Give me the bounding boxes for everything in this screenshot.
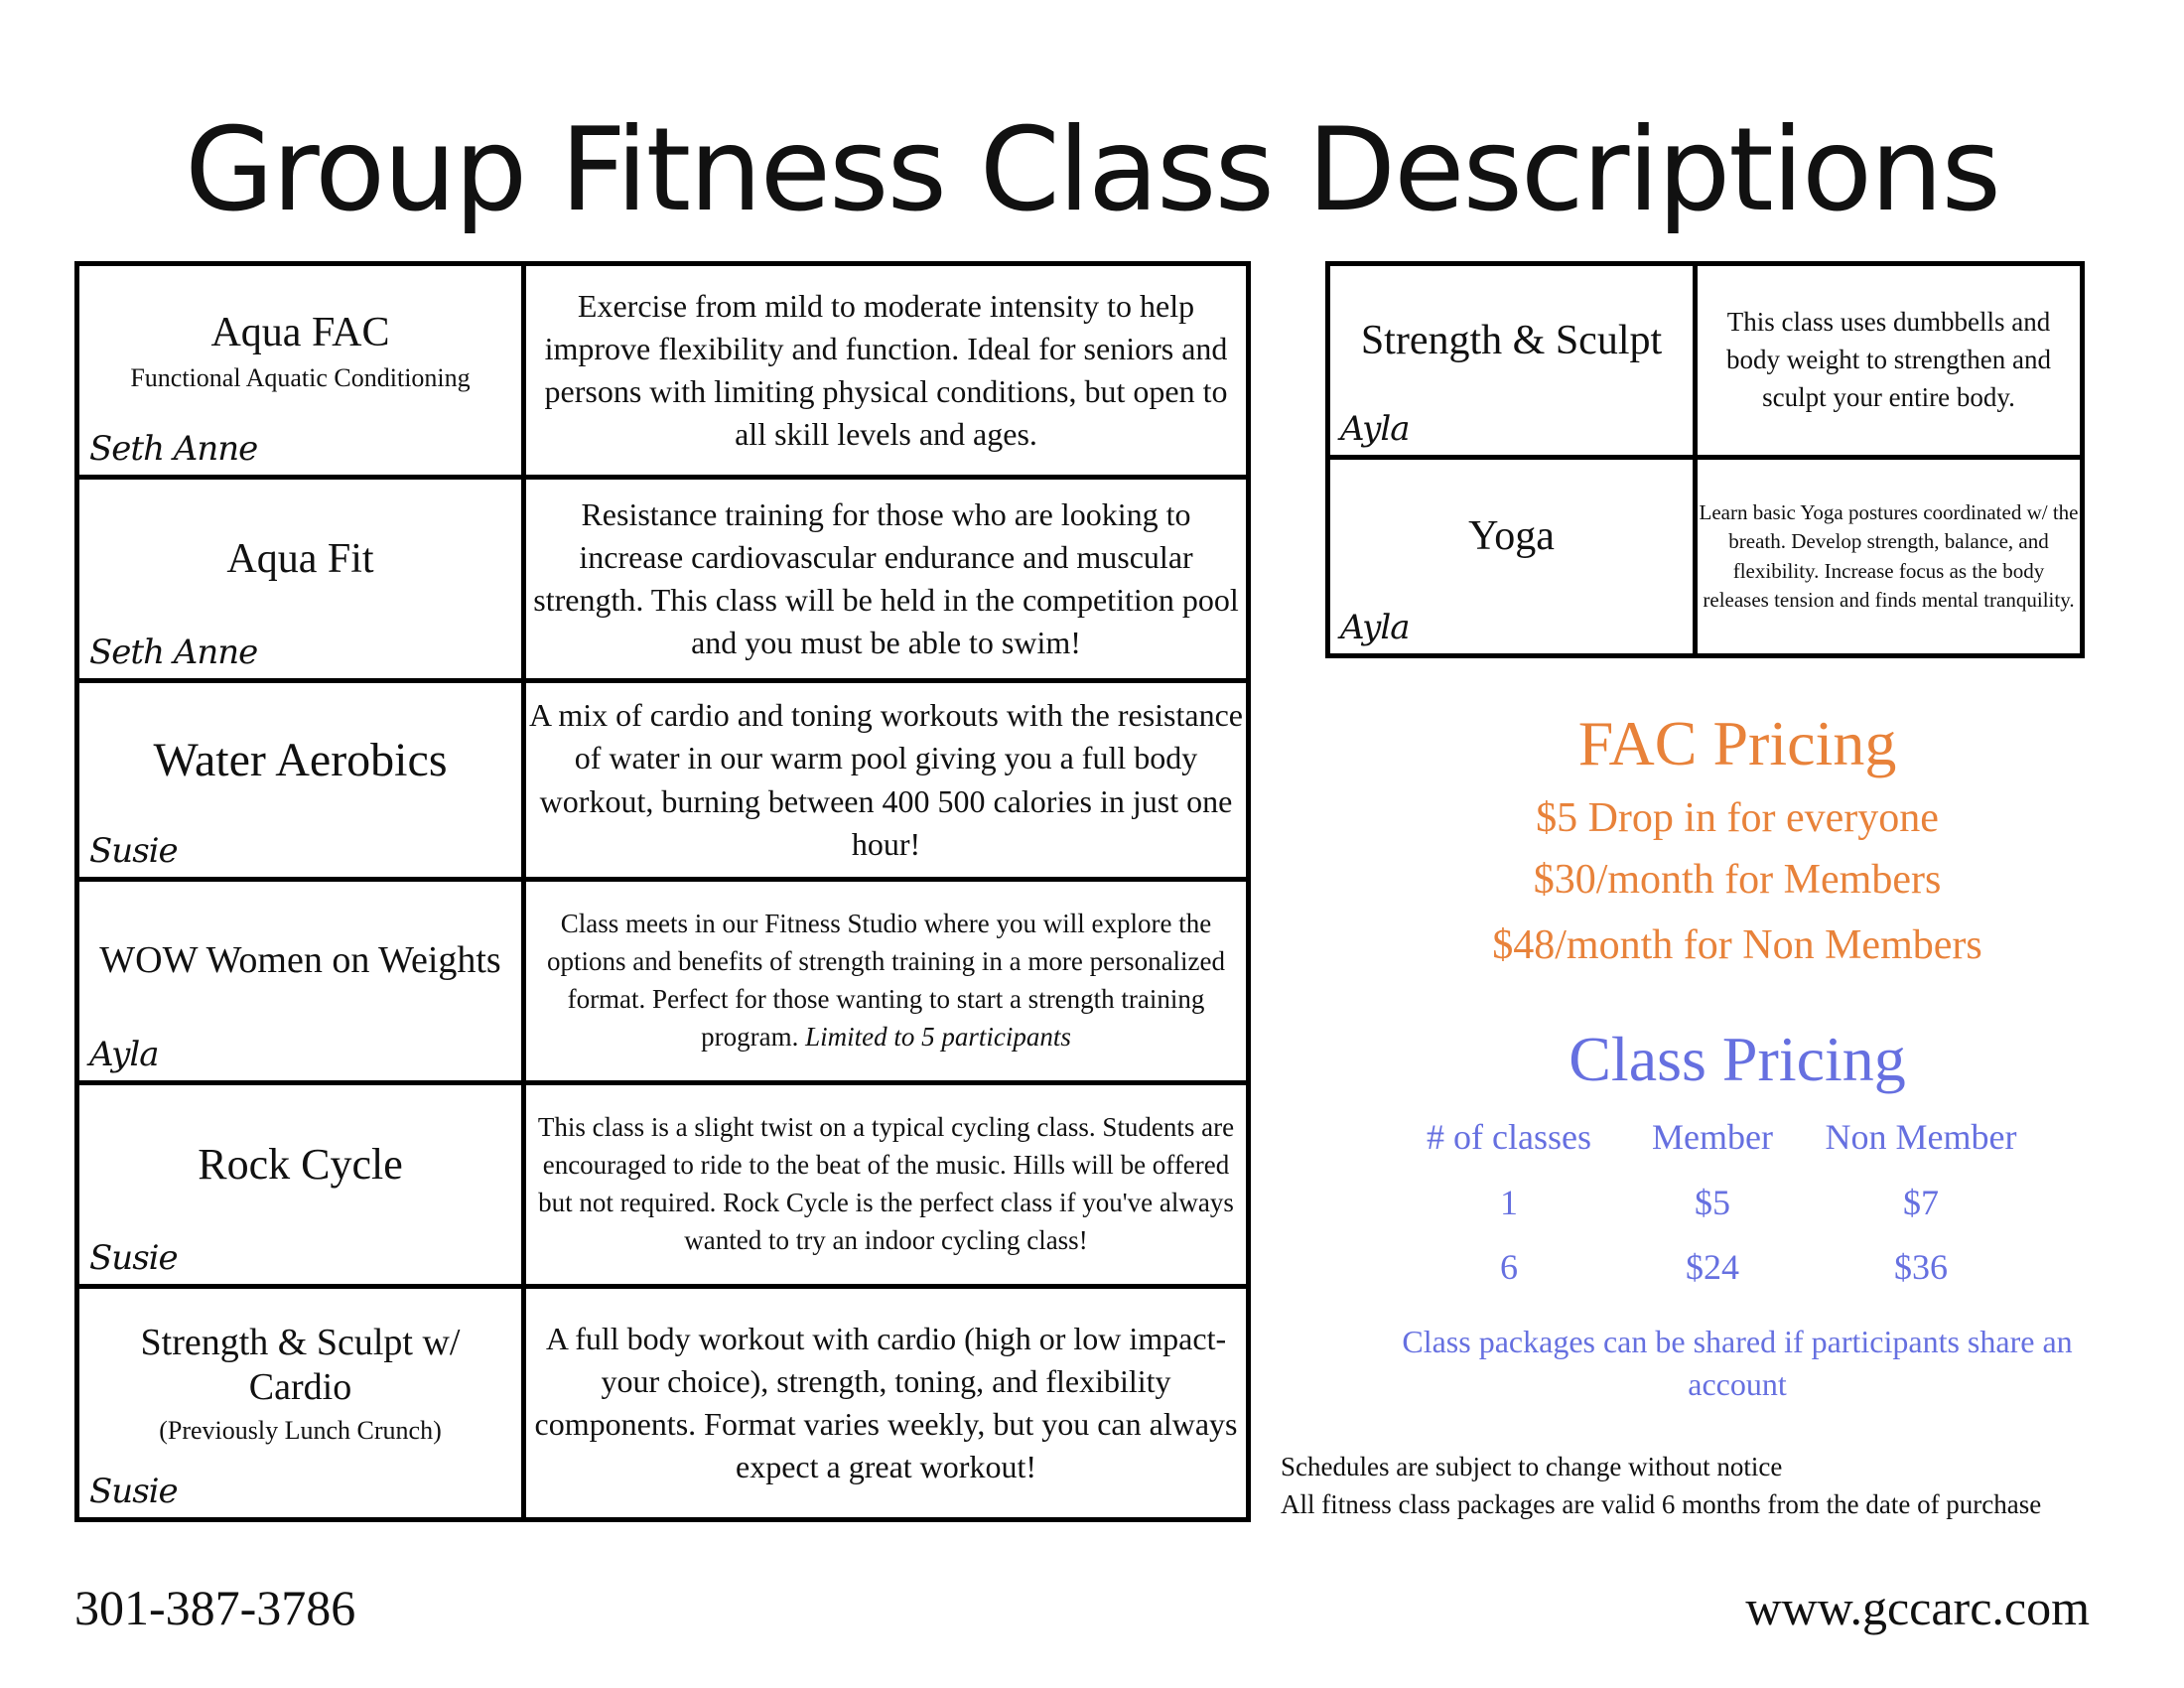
class-subtitle: Functional Aquatic Conditioning [130, 362, 471, 392]
pricing-cell: $24 [1686, 1247, 1739, 1287]
instructor-name: Seth Anne [89, 429, 258, 469]
table-row [77, 478, 1249, 681]
class-name: Aqua Fit [226, 535, 374, 582]
class-description: A full body workout with cardio (high or low impact- your choice), strength, toning, and flexibility components. Format varies weekly, but you can always expect a great workout! [524, 1287, 1249, 1520]
class-description: This class uses dumbbells and body weight to strengthen and sculpt your entire body. [1696, 264, 2083, 458]
pricing-cell: 6 [1500, 1247, 1518, 1287]
class-name-cell [1328, 264, 1696, 458]
class-name-cell [77, 478, 524, 681]
instructor-name: Susie [89, 831, 178, 871]
class-description: A mix of cardio and toning workouts with the resistance of water in our warm pool giving you a full body workout, burning between 400 500 calories in just one hour! [524, 681, 1249, 880]
class-table-right [1325, 261, 2085, 658]
phone-number: 301-387-3786 [74, 1580, 356, 1635]
class-description [524, 880, 1249, 1083]
class-name: Strength & Sculpt [1360, 317, 1663, 363]
fac-pricing-line: $48/month for Non Members [1492, 922, 1982, 968]
pricing-header-member: Member [1652, 1117, 1773, 1157]
class-description-text: Class meets in our Fitness Studio where you will explore the options and benefits of strength training in a more personalized format. Perfect for those wanting to start a strength training program. [546, 909, 1226, 1052]
instructor-name: Ayla [1340, 409, 1410, 449]
pricing-header-non-member: Non Member [1825, 1117, 2017, 1157]
instructor-name: Ayla [89, 1035, 159, 1074]
table-row [1328, 458, 2083, 656]
pricing-cell: $36 [1894, 1247, 1948, 1287]
table-row [77, 880, 1249, 1083]
class-name-cell [77, 1083, 524, 1287]
class-name: Strength & Sculpt w/ Cardio [140, 1321, 461, 1409]
instructor-name: Susie [89, 1472, 178, 1511]
class-name-cell [77, 1287, 524, 1520]
instructor-name: Ayla [1340, 608, 1410, 647]
table-row [77, 1083, 1249, 1287]
class-description: Learn basic Yoga postures coordinated w/ the breath. Develop strength, balance, and flexibility. Increase focus as the body releases tension and finds mental tranquility. [1696, 458, 2083, 656]
pricing-cell: $5 [1695, 1183, 1730, 1222]
class-name: Yoga [1468, 513, 1555, 560]
class-description: Exercise from mild to moderate intensity to help improve flexibility and function. Ideal for seniors and persons with limiting physical conditions, but open to all skill levels and ages. [524, 264, 1249, 478]
class-name: Aqua FAC [210, 310, 390, 356]
fac-pricing-line: $30/month for Members [1533, 857, 1942, 903]
class-description: Resistance training for those who are looking to increase cardiovascular endurance and muscular strength. This class will be held in the competition pool and you must be able to swim! [524, 478, 1249, 681]
class-name: WOW Women on Weights [99, 939, 501, 982]
table-row [1328, 264, 2083, 458]
class-pricing-title: Class Pricing [1569, 1024, 1906, 1094]
class-name-cell [77, 264, 524, 478]
pricing-cell: $7 [1903, 1183, 1939, 1222]
pricing-cell: 1 [1500, 1183, 1518, 1222]
instructor-name: Susie [89, 1238, 178, 1278]
class-description: This class is a slight twist on a typical cycling class. Students are encouraged to ride to the beat of the music. Hills will be offered but not required. Rock Cycle is the perfect class if you've always wanted to try an indoor cycling class! [524, 1083, 1249, 1287]
class-name: Rock Cycle [198, 1139, 403, 1189]
pricing-header-classes: # of classes [1427, 1117, 1591, 1157]
class-pricing-note: Class packages can be shared if participants share an account [1402, 1324, 2073, 1403]
class-name-cell [1328, 458, 1696, 656]
website-link[interactable]: www.gccarc.com [1745, 1580, 2090, 1635]
class-table-left [74, 261, 1251, 1522]
class-name-cell [77, 681, 524, 880]
footnote: All fitness class packages are valid 6 months from the date of purchase [1281, 1489, 2042, 1519]
table-row [77, 1287, 1249, 1520]
class-description-note: Limited to 5 participants [805, 1021, 1071, 1052]
class-name-cell [77, 880, 524, 1083]
instructor-name: Seth Anne [89, 633, 258, 672]
fac-pricing-title: FAC Pricing [1577, 708, 1897, 778]
footnote: Schedules are subject to change without notice [1281, 1452, 1783, 1481]
table-row [77, 681, 1249, 880]
class-name: Water Aerobics [153, 733, 448, 786]
table-row [77, 264, 1249, 478]
fac-pricing-line: $5 Drop in for everyone [1536, 795, 1939, 841]
class-subtitle: (Previously Lunch Crunch) [159, 1416, 442, 1445]
page-title: Group Fitness Class Descriptions [185, 103, 1999, 237]
